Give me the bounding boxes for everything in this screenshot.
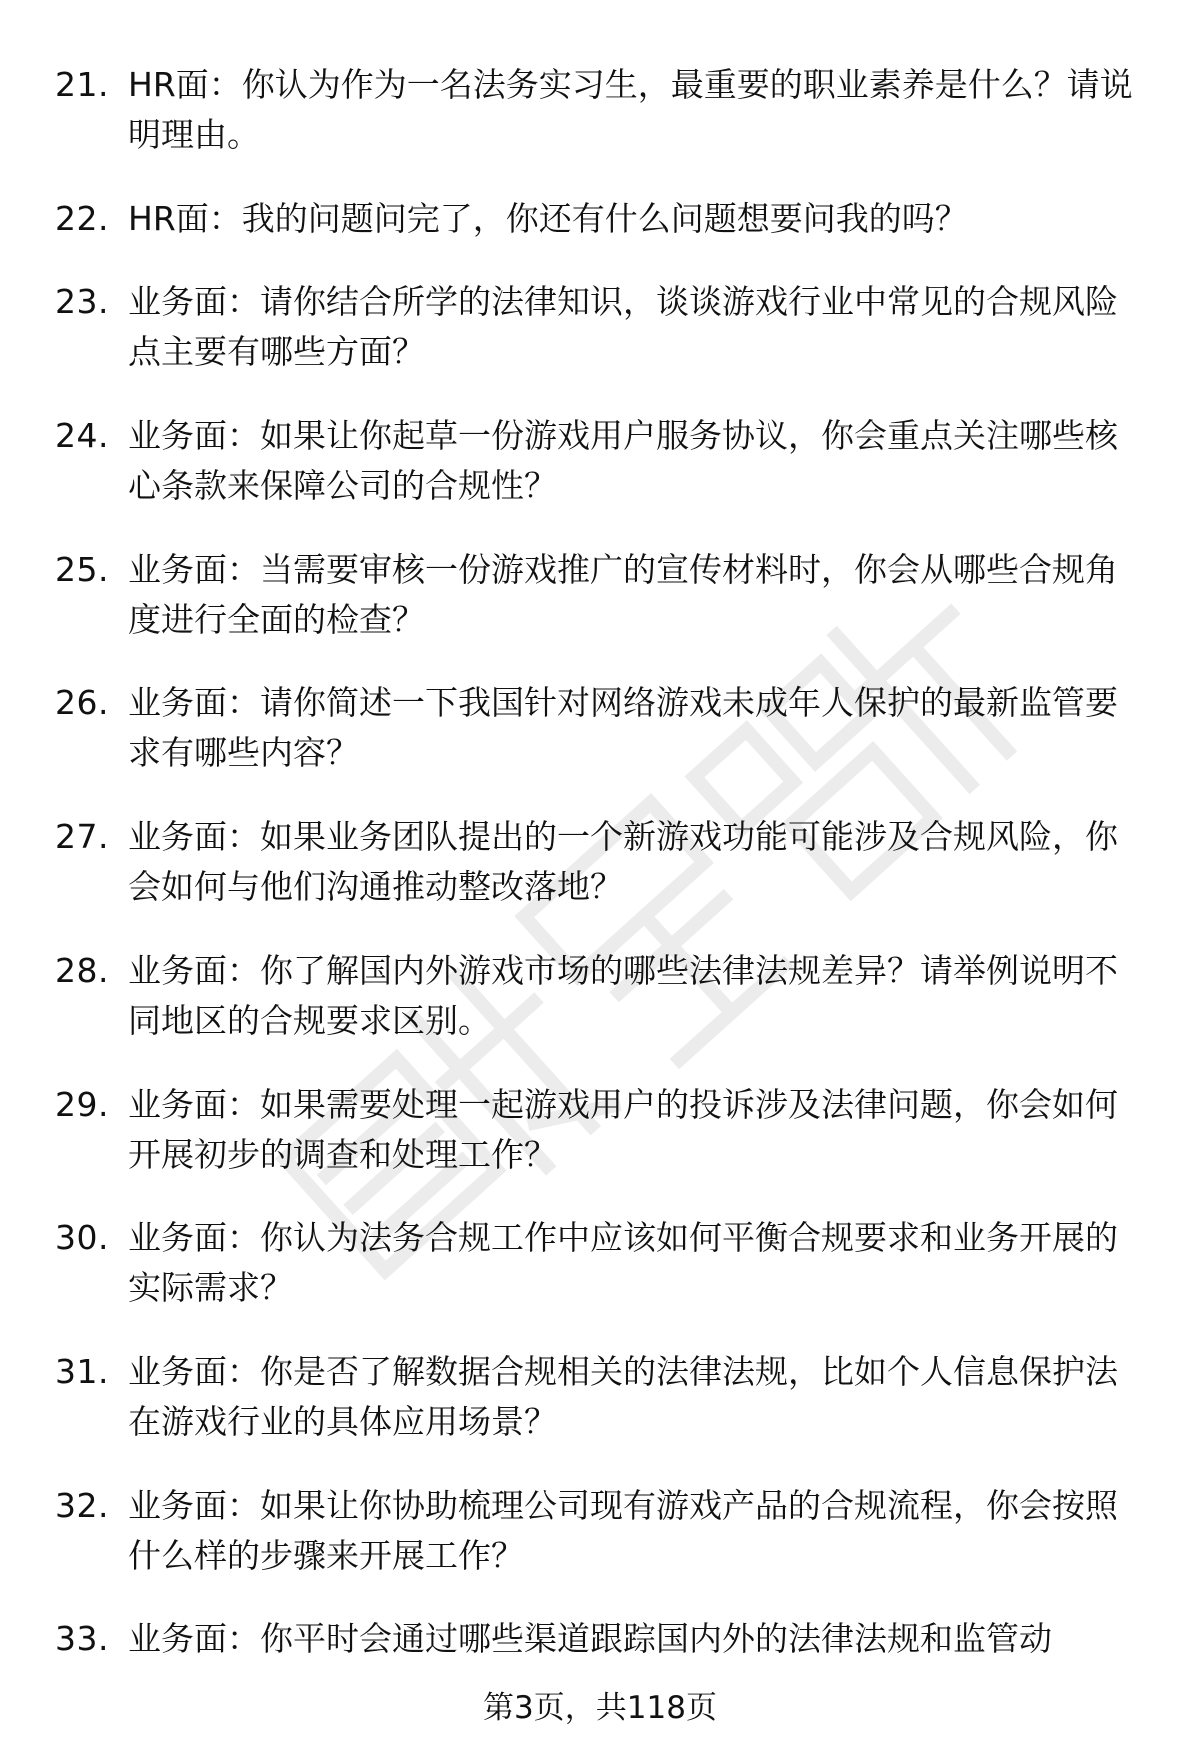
- question-item: [55, 411, 1145, 511]
- question-text: 业务面：当需要审核一份游戏推广的宣传材料时，你会从哪些合规角度进行全面的检查？: [128, 549, 1118, 639]
- question-number: 21.: [55, 65, 109, 104]
- question-item: [55, 545, 1145, 645]
- question-number: 25.: [55, 549, 109, 589]
- question-number: 22.: [55, 198, 109, 238]
- question-text: 业务面：如果业务团队提出的一个新游戏功能可能涉及合规风险，你会如何与他们沟通推动整改落地？: [128, 817, 1118, 907]
- question-item: [55, 678, 1145, 778]
- question-number: 24.: [55, 416, 109, 456]
- question-text: HR面：你认为作为一名法务实习生，最重要的职业素养是什么？请说明理由。: [128, 65, 1133, 154]
- question-item: [55, 1614, 1145, 1664]
- question-number: 27.: [55, 817, 109, 857]
- question-text: 业务面：你认为法务合规工作中应该如何平衡合规要求和业务开展的实际需求？: [128, 1218, 1118, 1308]
- question-text: 业务面：你是否了解数据合规相关的法律法规，比如个人信息保护法在游戏行业的具体应用场景？: [128, 1351, 1118, 1441]
- question-text: 业务面：如果需要处理一起游戏用户的投诉涉及法律问题，你会如何开展初步的调查和处理工作？: [128, 1084, 1118, 1174]
- question-number: 23.: [55, 282, 109, 322]
- question-item: [55, 1481, 1145, 1581]
- page-number-label: 第3页，共118页: [483, 1690, 717, 1726]
- question-number: 26.: [55, 683, 109, 723]
- question-number: 28.: [55, 950, 109, 990]
- question-item: [55, 812, 1145, 912]
- question-item: [55, 946, 1145, 1046]
- question-list: [55, 60, 1145, 1698]
- question-text: 业务面：你平时会通过哪些渠道跟踪国内外的法律法规和监管动: [128, 1619, 1052, 1659]
- question-text: 业务面：如果让你起草一份游戏用户服务协议，你会重点关注哪些核心条款来保障公司的合规性？: [128, 416, 1118, 506]
- question-item: [55, 60, 1145, 160]
- question-item: [55, 277, 1145, 377]
- question-item: [55, 1347, 1145, 1447]
- question-item: [55, 194, 1145, 244]
- question-text: 业务面：如果让你协助梳理公司现有游戏产品的合规流程，你会按照什么样的步骤来开展工作？: [128, 1485, 1118, 1575]
- question-number: 29.: [55, 1084, 109, 1124]
- question-text: 业务面：请你简述一下我国针对网络游戏未成年人保护的最新监管要求有哪些内容？: [128, 683, 1118, 773]
- question-number: 32.: [55, 1485, 109, 1525]
- question-text: HR面：我的问题问完了，你还有什么问题想要问我的吗？: [128, 198, 968, 238]
- question-number: 30.: [55, 1218, 109, 1258]
- question-text: 业务面：请你结合所学的法律知识，谈谈游戏行业中常见的合规风险点主要有哪些方面？: [128, 282, 1118, 372]
- question-number: 31.: [55, 1351, 109, 1391]
- question-item: [55, 1213, 1145, 1313]
- question-number: 33.: [55, 1619, 109, 1659]
- page-footer: [0, 1688, 1200, 1728]
- question-text: 业务面：你了解国内外游戏市场的哪些法律法规差异？请举例说明不同地区的合规要求区别。: [128, 950, 1118, 1040]
- question-item: [55, 1080, 1145, 1180]
